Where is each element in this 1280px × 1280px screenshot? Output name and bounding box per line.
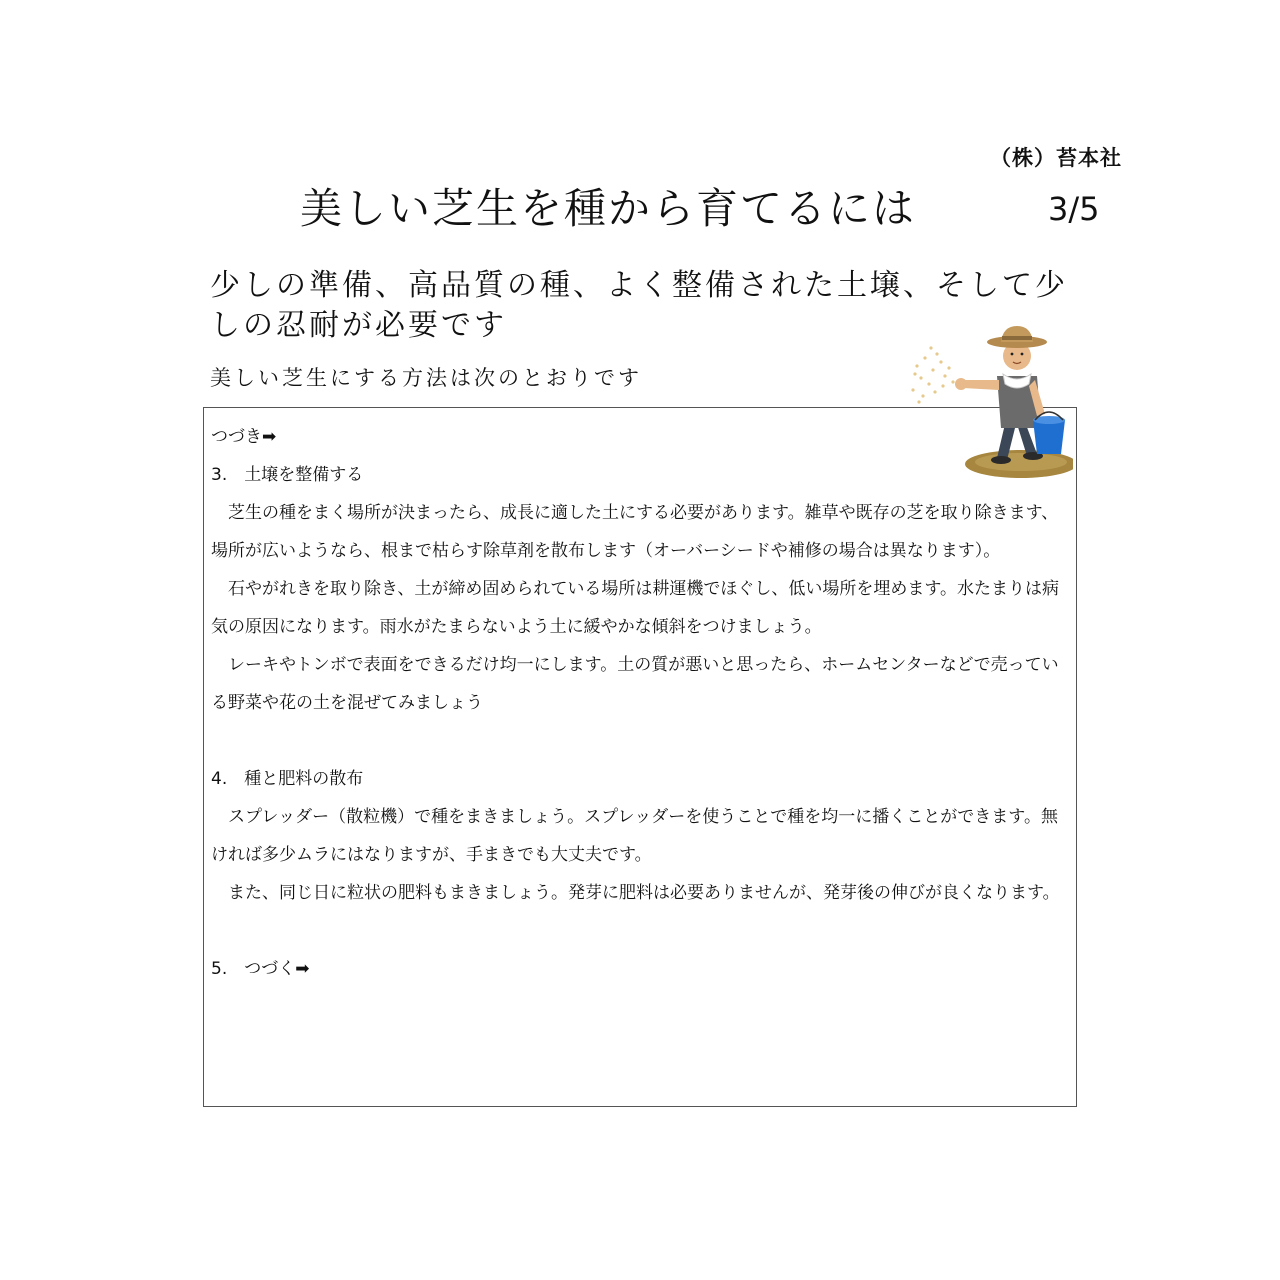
section-3-paragraph-1: 芝生の種をまく場所が決まったら、成長に適した土にする必要があります。雑草や既存の芝を取り除きます、場所が広いようなら、根まで枯らす除草剤を散布します（オーバーシードや補修の場合は異なります）。 bbox=[211, 503, 1059, 561]
sub-lead-text: 美しい芝生にする方法は次のとおりです bbox=[210, 366, 642, 390]
section-4-heading: 4. 種と肥料の散布 bbox=[211, 769, 364, 789]
continued-label: つづき➡ bbox=[211, 427, 277, 447]
section-3-heading: 3. 土壌を整備する bbox=[211, 465, 364, 485]
spacer bbox=[211, 912, 1068, 950]
content-box bbox=[203, 407, 1077, 1107]
farmer-sowing-seeds-icon bbox=[905, 318, 1073, 482]
page-title: 美しい芝生を種から育てるには bbox=[300, 184, 917, 233]
spacer bbox=[211, 722, 1068, 760]
company-name: （株）苔本社 bbox=[990, 146, 1122, 170]
page-number: 3/5 bbox=[1048, 190, 1100, 228]
section-3-paragraph-3: レーキやトンボで表面をできるだけ均一にします。土の質が悪いと思ったら、ホームセンターなどで売っている野菜や花の土を混ぜてみましょう bbox=[211, 655, 1059, 713]
section-4-paragraph-2: また、同じ日に粒状の肥料もまきましょう。発芽に肥料は必要ありませんが、発芽後の伸びが良くなります。 bbox=[228, 883, 1060, 903]
section-4-paragraph-1: スプレッダー（散粒機）で種をまきましょう。スプレッダーを使うことで種を均一に播くことができます。無ければ多少ムラにはなりますが、手まきでも大丈夫です。 bbox=[211, 807, 1058, 865]
section-3-paragraph-2: 石やがれきを取り除き、土が締め固められている場所は耕運機でほぐし、低い場所を埋めます。水たまりは病気の原因になります。雨水がたまらないよう土に緩やかな傾斜をつけましょう。 bbox=[211, 579, 1059, 637]
section-5-heading: 5. つづく➡ bbox=[211, 959, 310, 979]
lead-text: 少しの準備、高品質の種、よく整備された土壌、そして少しの忍耐が必要です bbox=[210, 268, 1068, 343]
